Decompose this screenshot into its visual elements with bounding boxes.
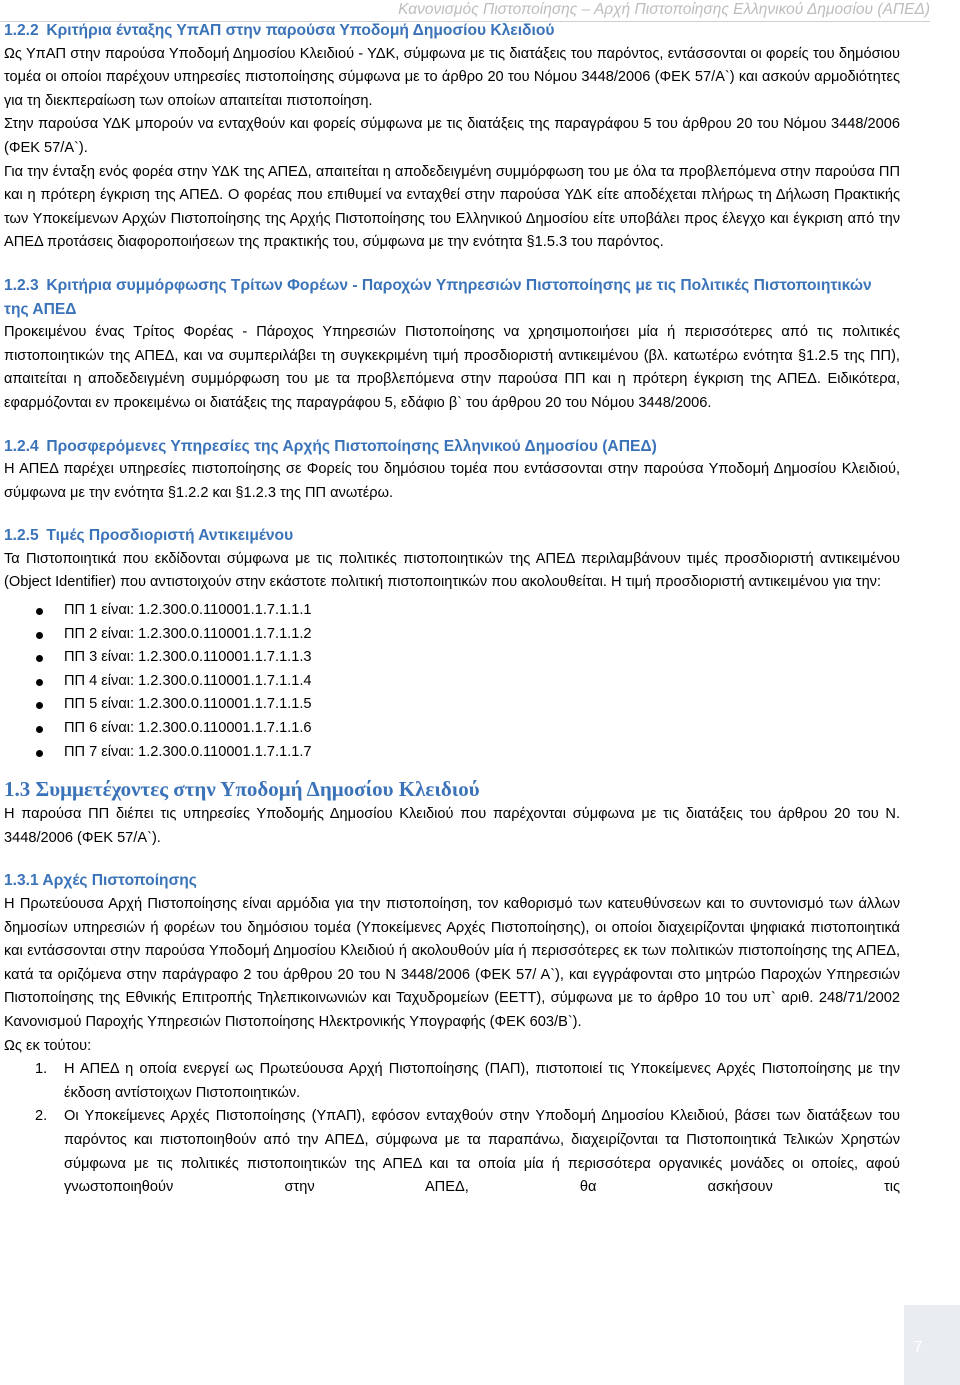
section-number: 1.2.3 (4, 276, 39, 294)
section-title: Κριτήρια ένταξης ΥπΑΠ στην παρούσα Υποδομή Δημοσίου Κλειδιού (46, 22, 555, 39)
bullet-icon (36, 608, 43, 615)
section-heading-1-3-1: 1.3.1 Αρχές Πιστοποίησης (4, 872, 197, 890)
list-item: ΠΠ 7 είναι: 1.2.300.0.110001.1.7.1.1.7 (4, 741, 900, 765)
paragraph: Ως ΥπΑΠ στην παρούσα Υποδομή Δημοσίου Κλειδιού - ΥΔΚ, σύμφωνα με τις διατάξεις του παρόντος, εντάσσονται οι φορείς του δημόσιου τομέα οι οποίοι παρέχουν υπηρεσίες πιστοποίησης σύμφωνα με το άρθρο 20 του Νόμου 3448/2006 (ΦΕΚ 57/Α`) και ασκούν αρμοδιότητες για τη διεκπεραίωση των οποίων απαιτείται πιστοποίηση. (4, 45, 900, 109)
oid-list (4, 599, 900, 764)
paragraph: Η Πρωτεύουσα Αρχή Πιστοποίησης είναι αρμόδια για την πιστοποίηση, τον καθορισμό των κατευθύνσεων και το συντονισμό των άλλων δημοσίων υπηρεσιών ή φορέων του δημόσιου τομέα (Υποκείμενες Αρχές Πιστοποίησης), οι οποίοι διαχειρίζονται ψηφιακά πιστοποιητικά και εντάσσονται στην παρούσα Υποδομή Δημοσίου Κλειδιού ή ακολουθούν μία ή περισσότερες εκ των πολιτικών πιστοποίησης της ΑΠΕΔ, κατά τα οριζόμενα στην παράγραφο 2 του άρθρου 20 του Ν 3448/2006 (ΦΕΚ 57/ Α`), και εγγράφονται στο μητρώο Παροχών Υπηρεσιών Πιστοποίησης της Εθνικής Επιτροπής Τηλεπικοινωνιών και Ταχυδρομείων (ΕΕΤΤ), σύμφωνα με το άρθρο 10 του υπ` αριθ. 248/71/2002 Κανονισμού Παροχής Υπηρεσιών Πιστοποίησης Ηλεκτρονικής Υπογραφής (ΦΕΚ 603/Β`). (4, 896, 900, 1030)
section-title: Τιμές Προσδιοριστή Αντικειμένου (46, 527, 294, 545)
bullet-icon (36, 632, 43, 639)
page-content (4, 19, 900, 1200)
section-number: 1.2.4 (4, 437, 39, 455)
list-item: ΠΠ 4 είναι: 1.2.300.0.110001.1.7.1.1.4 (4, 670, 900, 694)
paragraph: Για την ένταξη ενός φορέα στην ΥΔΚ της ΑΠΕΔ, απαιτείται η αποδεδειγμένη συμμόρφωση του με όλα τα προβλεπόμενα στην παρούσα ΠΠ και η πρότερη έγκριση της ΑΠΕΔ. Ο φορέας που επιθυμεί να ενταχθεί στην παρούσα ΥΔΚ είτε αποδέχεται πλήρως τη Δήλωση Πρακτικής των Υποκείμενων Αρχών Πιστοποίησης της Αρχής Πιστοποίησης του Ελληνικού Δημοσίου είτε υποβάλει προς έλεγχο και έγκριση από την ΑΠΕΔ προτάσεις διαφοροποιήσεων της πρακτικής του, σύμφωνα με την ενότητα §1.5.3 του παρόντος. (4, 163, 900, 251)
numbered-list (4, 1058, 900, 1200)
paragraph: Ως εκ τούτου: (4, 1037, 92, 1054)
paragraph: Τα Πιστοποιητικά που εκδίδονται σύμφωνα με τις πολιτικές πιστοποιητικών της ΑΠΕΔ περιλαμβάνουν τιμές προσδιοριστή αντικειμένου (Object Identifier) που αντιστοιχούν στην εκάστοτε πολιτική πιστοποιητικών που ακολουθείται. Η τιμή προσδιοριστή αντικειμένου για την: (4, 550, 900, 591)
paragraph: Στην παρούσα ΥΔΚ μπορούν να ενταχθούν και φορείς σύμφωνα με τις διατάξεις της παραγράφου 5 του άρθρου 20 του Νόμου 3448/2006 (ΦΕΚ 57/Α`). (4, 116, 900, 156)
running-header: Κανονισμός Πιστοποίησης – Αρχή Πιστοποίησης Ελληνικού Δημοσίου (ΑΠΕΔ) (398, 1, 930, 18)
bullet-icon (36, 655, 43, 662)
section-number: 1.2.5 (4, 527, 39, 545)
section-heading-1-2-3 (4, 274, 900, 321)
section-title: Προσφερόμενες Υπηρεσίες της Αρχής Πιστοποίησης Ελληνικού Δημοσίου (ΑΠΕΔ) (46, 437, 657, 455)
bullet-icon (36, 702, 43, 709)
section-title: Κριτήρια συμμόρφωσης Τρίτων Φορέων - Παροχών Υπηρεσιών Πιστοποίησης με τις Πολιτικές Πιστοποιητικών της ΑΠΕΔ (4, 276, 872, 318)
section-heading-1-2-2 (4, 19, 900, 43)
list-item: ΠΠ 2 είναι: 1.2.300.0.110001.1.7.1.1.2 (4, 623, 900, 647)
paragraph: Η ΑΠΕΔ παρέχει υπηρεσίες πιστοποίησης σε Φορείς του δημόσιου τομέα που εντάσσονται στην παρούσα Υποδομή Δημοσίου Κλειδιού, σύμφωνα με την ενότητα §1.2.2 και §1.2.3 της ΠΠ ανωτέρω. (4, 461, 900, 501)
section-heading-1-2-5 (4, 524, 900, 548)
list-item: ΠΠ 1 είναι: 1.2.300.0.110001.1.7.1.1.1 (4, 599, 900, 623)
section-heading-1-2-4 (4, 435, 900, 459)
section-number: 1.2.2 (4, 22, 39, 39)
list-item: ΠΠ 5 είναι: 1.2.300.0.110001.1.7.1.1.5 (4, 693, 900, 717)
list-item: 1. Η ΑΠΕΔ η οποία ενεργεί ως Πρωτεύουσα Αρχή Πιστοποίησης (ΠΑΠ), πιστοποιεί τις Υποκείμενες Αρχές Πιστοποίησης με την έκδοση αντίστοιχων Πιστοποιητικών. (35, 1061, 900, 1101)
section-heading-1-3: 1.3 Συμμετέχοντες στην Υποδομή Δημοσίου Κλειδιού (4, 777, 480, 802)
paragraph: Η παρούσα ΠΠ διέπει τις υπηρεσίες Υποδομής Δημοσίου Κλειδιού που παρέχονται σύμφωνα με τις διατάξεις του άρθρου 20 του Ν. 3448/2006 (ΦΕΚ 57/Α`). (4, 806, 900, 846)
page-number: 7 (913, 1339, 923, 1356)
list-item: 2. Οι Υποκείμενες Αρχές Πιστοποίησης (ΥπΑΠ), εφόσον ενταχθούν στην Υποδομή Δημοσίου Κλειδιού, βάσει των διατάξεων του παρόντος και πιστοποιηθούν από την ΑΠΕΔ, σύμφωνα με τα παραπάνω, διαχειρίζονται τα Πιστοποιητικά Τελικών Χρηστών σύμφωνα με τις πολιτικές πιστοποιητικών της ΑΠΕΔ και τα οποία μία ή περισσότερα οργανικές μονάδες οι οποίες, αφού γνωστοποιηθούν στην ΑΠΕΔ, θα ασκήσουν τις (35, 1108, 900, 1196)
bullet-icon (36, 726, 43, 733)
list-item: ΠΠ 3 είναι: 1.2.300.0.110001.1.7.1.1.3 (4, 646, 900, 670)
list-item: ΠΠ 6 είναι: 1.2.300.0.110001.1.7.1.1.6 (4, 717, 900, 741)
bullet-icon (36, 750, 43, 757)
bullet-icon (36, 679, 43, 686)
paragraph: Προκειμένου ένας Τρίτος Φορέας - Πάροχος Υπηρεσιών Πιστοποίησης να χρησιμοποιήσει μία ή περισσότερες από τις πολιτικές πιστοποιητικών της ΑΠΕΔ, και να συμπεριλάβει τη συγκεκριμένη τιμή προσδιοριστή αντικειμένου (βλ. κατωτέρω ενότητα §1.2.5 της ΠΠ), απαιτείται η αποδεδειγμένη συμμόρφωση του με τα προβλεπόμενα στην παρούσα ΠΠ και η πρότερη έγκριση της ΑΠΕΔ. Ειδικότερα, εφαρμόζονται εν προκειμένω οι διατάξεις της παραγράφου 5, εδάφιο β` του άρθρου 20 του Νόμου 3448/2006. (4, 324, 900, 411)
